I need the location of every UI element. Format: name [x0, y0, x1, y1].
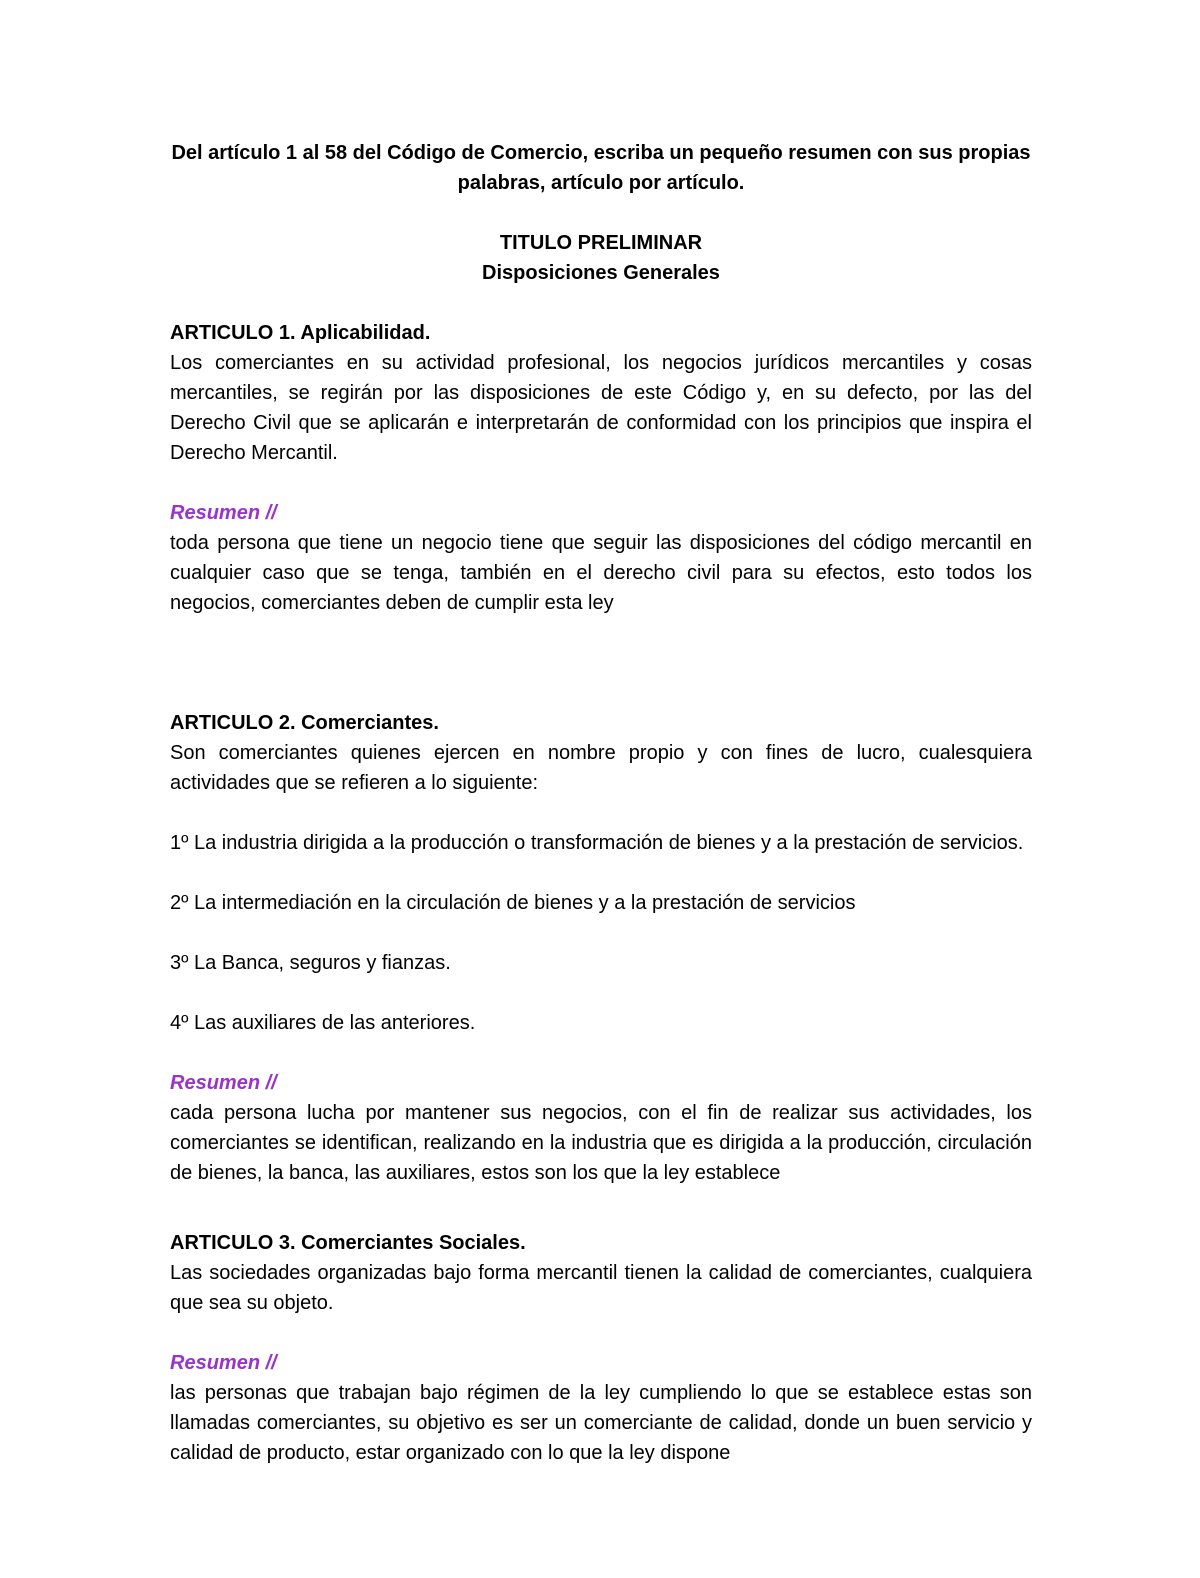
article-2-item-4: 4º Las auxiliares de las anteriores. [170, 1012, 476, 1034]
article-2-item-3: 3º La Banca, seguros y fianzas. [170, 952, 451, 974]
article-1-body: Los comerciantes en su actividad profesional, los negocios jurídicos mercantiles y cosas mercantiles, se regirán por las disposiciones de este Código y, en su defecto, por las del Derecho Civil que se aplicarán e interpretarán de conformidad con los principios que inspira el Derecho Mercantil. [170, 352, 1032, 464]
article-3-heading: ARTICULO 3. Comerciantes Sociales. [170, 1232, 526, 1254]
document-title: Del artículo 1 al 58 del Código de Comercio, escriba un pequeño resumen con sus propias palabras, artículo por artículo. [171, 142, 1031, 194]
article-3-resumen-text: las personas que trabajan bajo régimen de la ley cumpliendo lo que se establece estas son llamadas comerciantes, su objetivo es ser un comerciante de calidad, donde un buen servicio y calidad de producto, estar organizado con lo que la ley dispone [170, 1382, 1032, 1464]
article-2-item-1: 1º La industria dirigida a la producción o transformación de bienes y a la prestación de servicios. [170, 832, 1024, 854]
article-section-1 [170, 318, 1032, 618]
article-1-resumen-label: Resumen // [170, 502, 277, 524]
article-2-item-2: 2º La intermediación en la circulación de bienes y a la prestación de servicios [170, 892, 856, 914]
article-section-2 [170, 708, 1032, 1188]
article-3-resumen-label: Resumen // [170, 1352, 277, 1374]
article-section-3 [170, 1228, 1032, 1468]
article-2-heading: ARTICULO 2. Comerciantes. [170, 712, 439, 734]
section-spacer [170, 648, 1032, 708]
document-subtitle [170, 228, 1032, 288]
article-2-body: Son comerciantes quienes ejercen en nombre propio y con fines de lucro, cualesquiera actividades que se refieren a lo siguiente: [170, 742, 1032, 794]
section-spacer [170, 1218, 1032, 1228]
subtitle-titulo-preliminar: TITULO PRELIMINAR [499, 232, 703, 254]
article-2-resumen-label: Resumen // [170, 1072, 277, 1094]
article-1-resumen-text: toda persona que tiene un negocio tiene que seguir las disposiciones del código mercantil en cualquier caso que se tenga, también en el derecho civil para su efectos, esto todos los negocios, comerciantes deben de cumplir esta ley [170, 532, 1032, 614]
article-1-heading: ARTICULO 1. Aplicabilidad. [170, 322, 431, 344]
article-2-resumen-text: cada persona lucha por mantener sus negocios, con el fin de realizar sus actividades, los comerciantes se identifican, realizando en la industria que es dirigida a la producción, circulación de bienes, la banca, las auxiliares, estos son los que la ley establece [170, 1102, 1032, 1184]
subtitle-disposiciones-generales: Disposiciones Generales [482, 262, 720, 284]
article-3-body: Las sociedades organizadas bajo forma mercantil tienen la calidad de comerciantes, cualquiera que sea su objeto. [170, 1262, 1032, 1314]
